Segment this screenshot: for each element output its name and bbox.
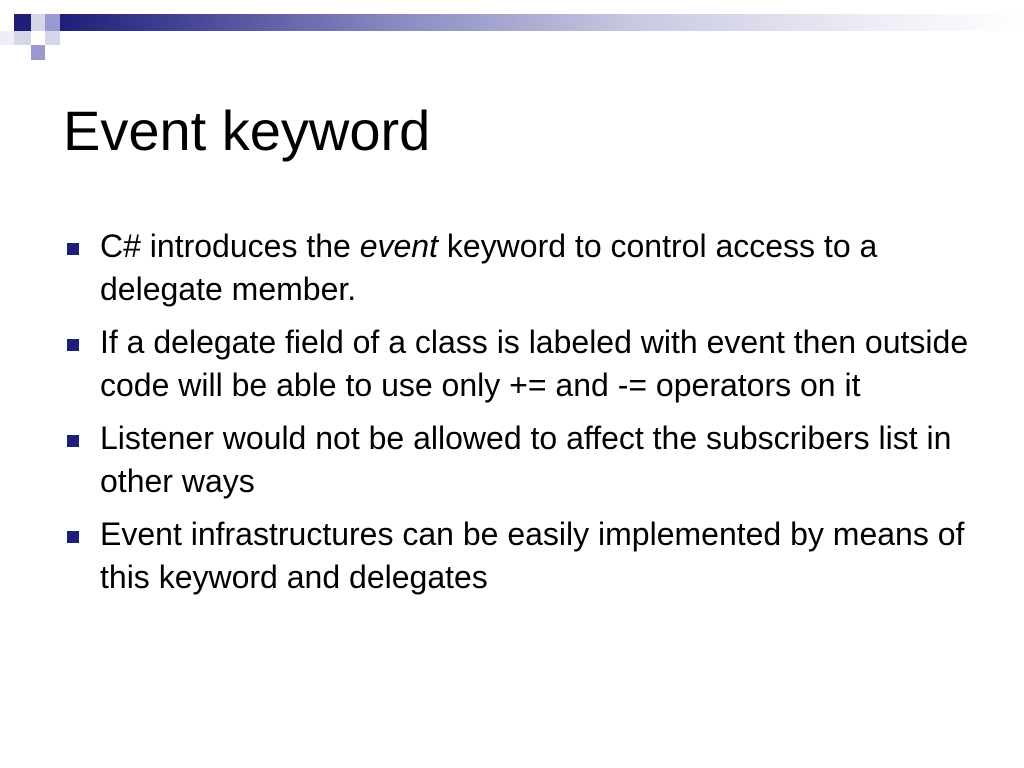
bullet-item — [63, 225, 973, 311]
bullet-text-before: C# introduces the — [100, 228, 360, 264]
decor-square — [45, 31, 60, 45]
bullet-text: If a delegate field of a class is labeled with event then outside code will be able to use only += and -= operators on it — [100, 324, 969, 403]
square-bullet-icon — [67, 243, 79, 255]
slide-title: Event keyword — [63, 99, 431, 162]
bullet-list — [63, 225, 973, 609]
decor-square — [14, 31, 31, 45]
decor-square — [31, 31, 45, 45]
bullet-item — [63, 417, 973, 503]
bullet-item — [63, 321, 973, 407]
header-gradient-bar — [60, 14, 1024, 31]
bullet-text-after: keyword to control access to a delegate member. — [100, 228, 878, 307]
square-bullet-icon — [67, 435, 79, 447]
bullet-text: Event infrastructures can be easily implemented by means of this keyword and delegates — [100, 516, 965, 595]
decor-square — [14, 14, 31, 31]
bullet-item — [63, 513, 973, 599]
bullet-emphasis: event — [359, 228, 438, 264]
decor-square — [45, 14, 60, 31]
decor-square — [0, 31, 14, 45]
decor-square — [31, 14, 45, 31]
square-bullet-icon — [67, 531, 79, 543]
square-bullet-icon — [67, 339, 79, 351]
bullet-text: Listener would not be allowed to affect the subscribers list in other ways — [100, 420, 952, 499]
decor-square — [31, 45, 45, 60]
